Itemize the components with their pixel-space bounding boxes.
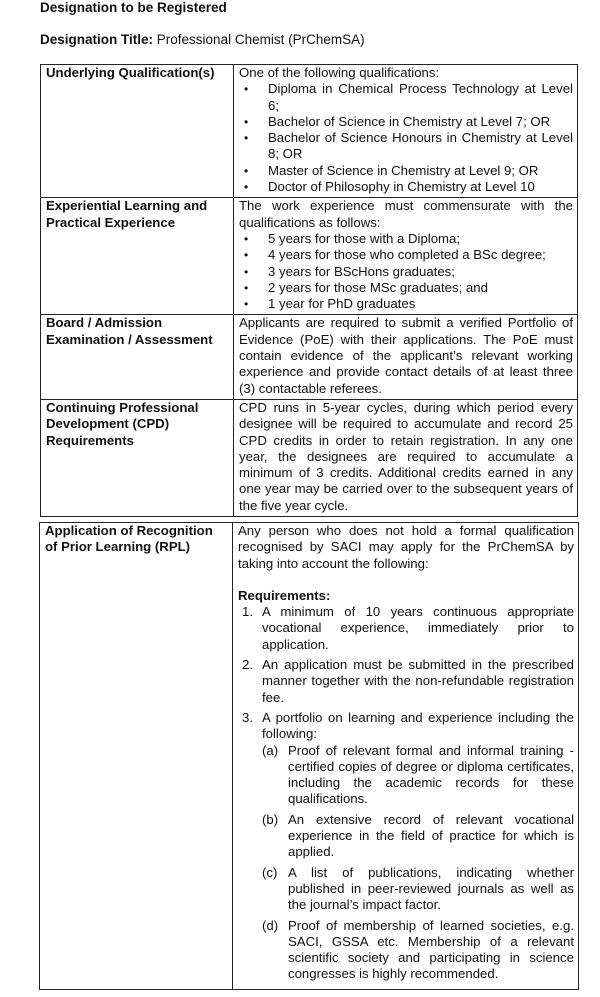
row-label: Underlying Qualification(s) <box>41 65 234 198</box>
experience-list <box>239 231 573 312</box>
row-content: Applicants are required to submit a verified Portfolio of Evidence (PoE) with their applications. The PoE must contain evidence of the applicant’s relevant working experience and provide contact details of at least three (3) contactable referees. <box>234 315 578 399</box>
row-label: Application of Recognition of Prior Learning (RPL) <box>40 523 233 990</box>
rpl-intro: Any person who does not hold a formal qualification recognised by SACI may apply for the PrChemSA by taking into account the following: <box>238 523 574 571</box>
item-number: 2. <box>242 657 253 673</box>
list-item: • Master of Science in Chemistry at Level 9; OR <box>239 163 573 179</box>
item-text: An extensive record of relevant vocational experience in the field of practice for which is applied. <box>288 811 574 860</box>
designation-requirements-table <box>40 64 578 517</box>
list-item: • 2 years for those MSc graduates; and <box>239 280 573 296</box>
item-text: A list of publications, indicating whether published in peer-reviewed journals as well as the journal’s impact factor. <box>288 864 574 913</box>
item-text: Proof of membership of learned societies, e.g. SACI, GSSA etc. Membership of a relevant scientific society and participating in science congresses is highly recommended. <box>288 917 574 982</box>
item-text: A portfolio on learning and experience including the following: <box>262 709 574 742</box>
list-item: • Bachelor of Science Honours in Chemistry at Level 8; OR <box>239 130 573 163</box>
row-content <box>233 523 579 990</box>
row-content <box>234 198 578 315</box>
list-item: • Bachelor of Science in Chemistry at Level 7; OR <box>239 114 573 130</box>
rpl-table <box>39 522 579 990</box>
list-item: • 3 years for BScHons graduates; <box>239 264 573 280</box>
table-row-qualifications <box>41 65 578 198</box>
qualifications-intro: One of the following qualifications: <box>239 65 440 80</box>
row-content: CPD runs in 5-year cycles, during which period every designee will be required to accumulate and record 25 CPD credits in order to retain registration. In any one year, the designees are required to accumulate a minimum of 3 credits. Additional credits earned in any one year may be carried over to the subsequent years of the five year cycle. <box>234 399 578 516</box>
designation-title <box>40 32 365 48</box>
item-letter: (b) <box>262 811 279 827</box>
list-item: • Diploma in Chemical Process Technology at Level 6; <box>239 81 573 114</box>
list-item <box>238 710 574 983</box>
row-label: Board / Admission Examination / Assessment <box>41 315 234 399</box>
requirements-list <box>238 604 574 983</box>
row-label: Experiential Learning and Practical Experience <box>41 198 234 315</box>
item-text: A minimum of 10 years continuous appropriate vocational experience, immediately prior to application. <box>262 604 574 652</box>
item-number: 3. <box>242 709 253 725</box>
table-row-experience <box>41 198 578 315</box>
sublist-item <box>262 743 574 808</box>
section-heading: Designation to be Registered <box>40 0 227 15</box>
designation-title-value: Professional Chemist (PrChemSA) <box>156 32 365 47</box>
row-content <box>234 65 578 198</box>
list-item: • 5 years for those with a Diploma; <box>239 231 573 247</box>
item-letter: (a) <box>262 742 279 758</box>
item-letter: (c) <box>262 864 278 880</box>
designation-title-label: Designation Title: <box>40 32 154 47</box>
list-item <box>238 604 574 653</box>
list-item <box>238 657 574 706</box>
experience-intro: The work experience must commensurate with the qualifications as follows: <box>239 198 573 230</box>
table-row-cpd <box>41 399 578 516</box>
item-text: An application must be submitted in the prescribed manner together with the non-refundable registration fee. <box>262 657 574 705</box>
sublist-item <box>262 918 574 983</box>
requirements-heading: Requirements: <box>238 587 331 603</box>
row-label: Continuing Professional Development (CPD) Requirements <box>41 399 234 516</box>
qualifications-list <box>239 81 573 195</box>
list-item: • Doctor of Philosophy in Chemistry at Level 10 <box>239 179 573 195</box>
item-number: 1. <box>242 604 253 620</box>
sublist-item <box>262 865 574 914</box>
list-item: • 4 years for those who completed a BSc degree; <box>239 247 573 263</box>
portfolio-sublist <box>262 743 574 983</box>
sublist-item <box>262 812 574 861</box>
list-item: • 1 year for PhD graduates <box>239 296 573 312</box>
item-text: Proof of relevant formal and informal training - certified copies of degree or diploma certificates, including the academic records for these qualifications. <box>288 742 574 807</box>
table-row-rpl <box>40 523 579 990</box>
item-letter: (d) <box>262 917 279 933</box>
table-row-assessment <box>41 315 578 399</box>
